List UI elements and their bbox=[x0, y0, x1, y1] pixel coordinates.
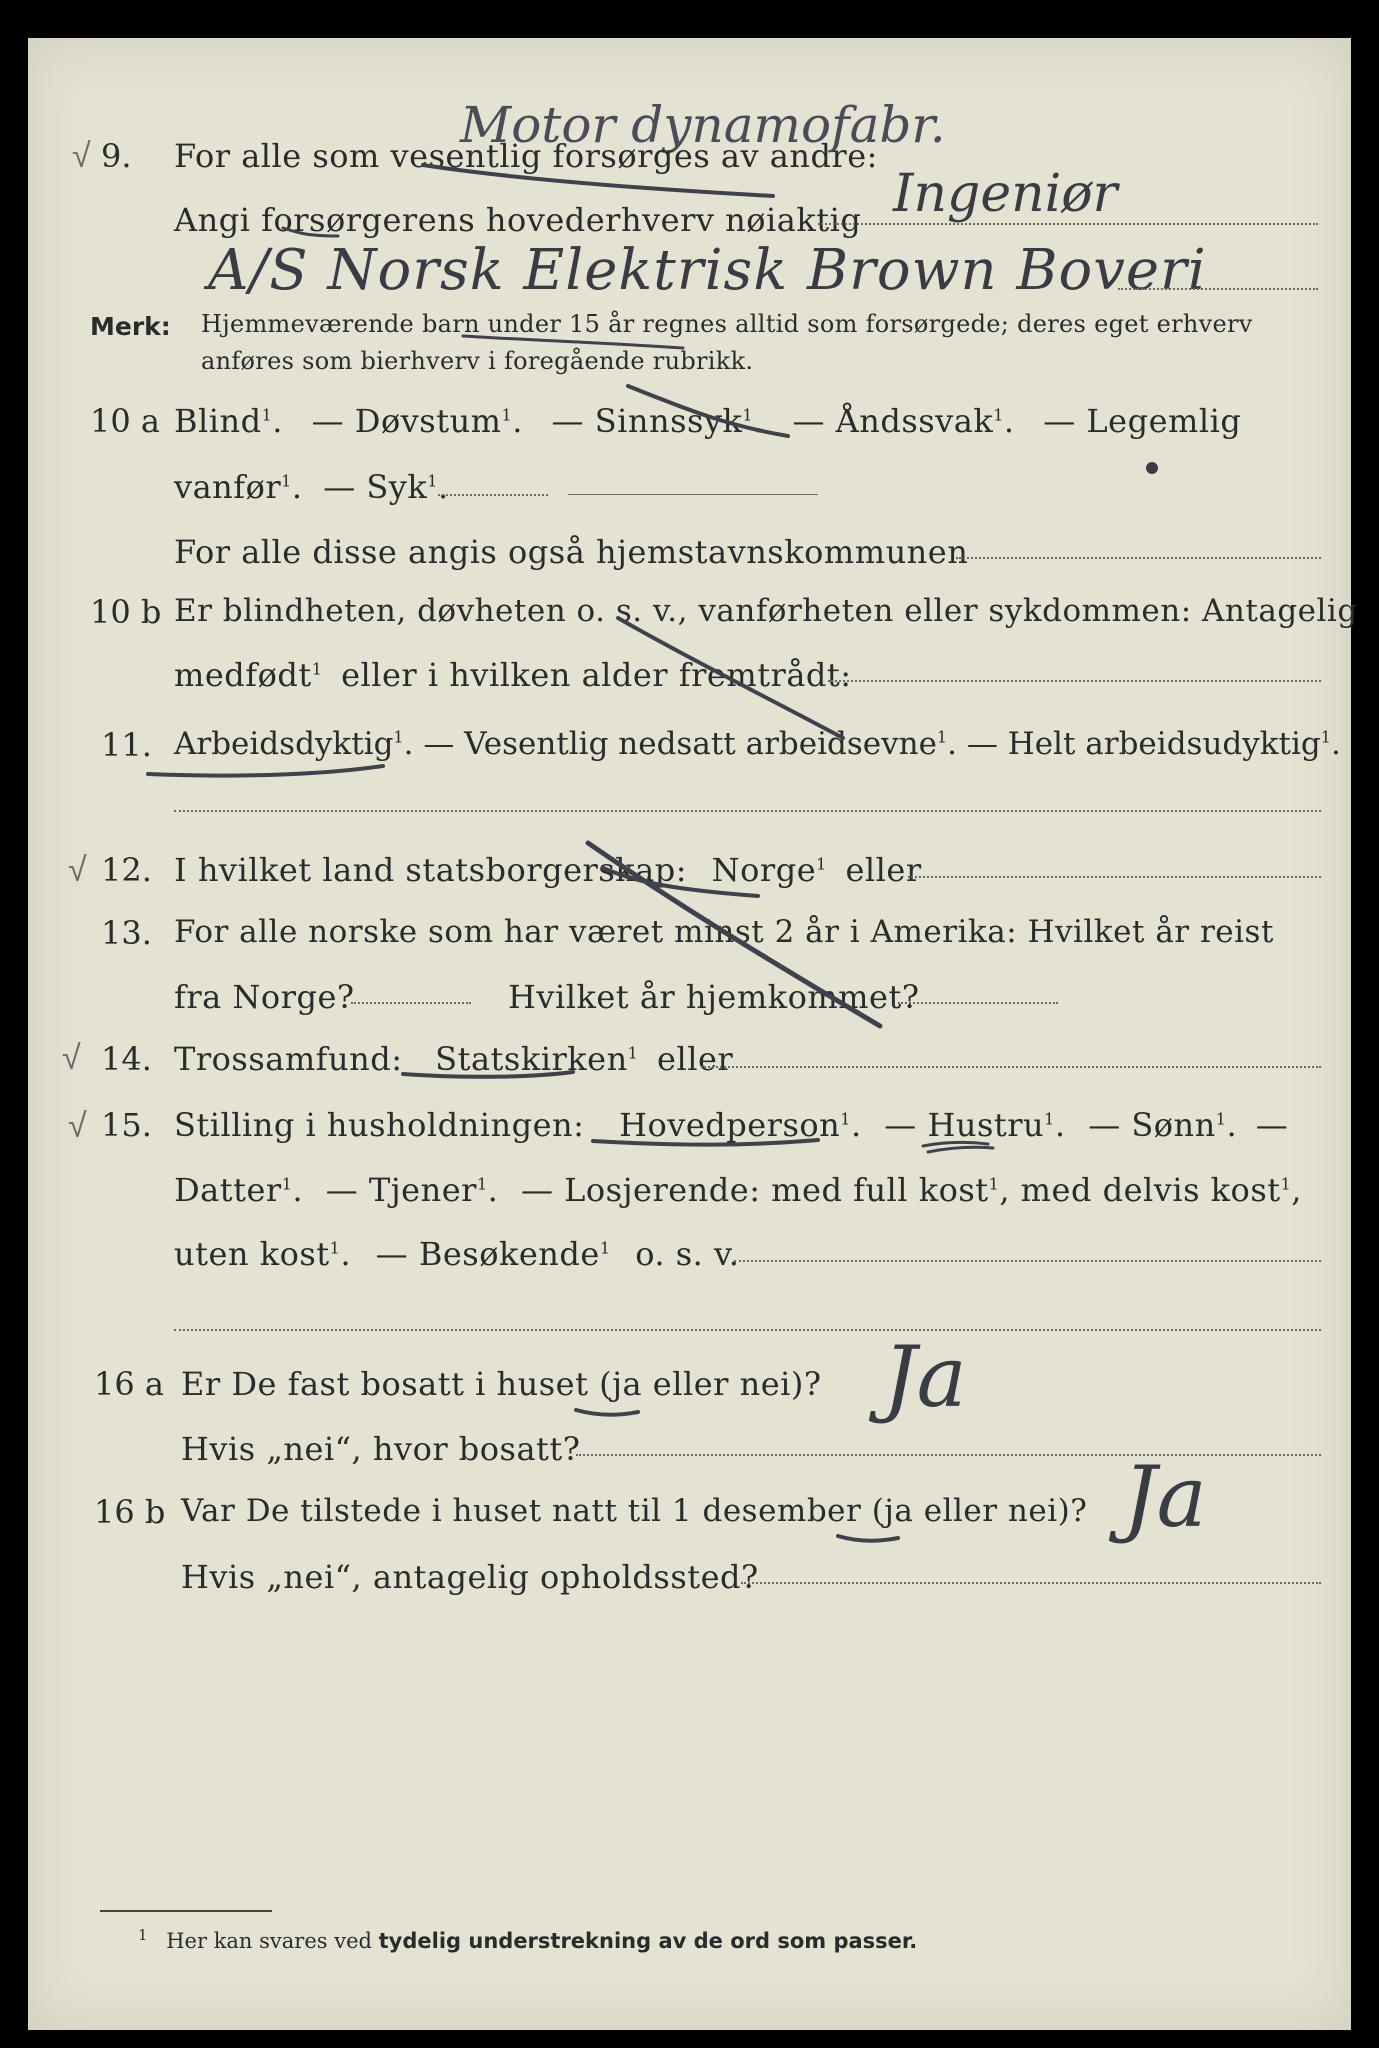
strike-10b bbox=[618, 618, 843, 738]
question-number-11: 11. bbox=[101, 726, 152, 764]
q10a-line2: vanfør$^1$. — Syk$^1$. bbox=[174, 468, 449, 506]
option-andssvak: — Åndssvak bbox=[792, 402, 994, 440]
option-legemlig: — Legemlig bbox=[1043, 402, 1242, 440]
option-syk: — Syk bbox=[323, 468, 428, 506]
footnote: $^1$ Her kan svares ved tydelig understrekning av de ord som passer. bbox=[138, 1926, 918, 1953]
pen-mark bbox=[283, 228, 338, 236]
option-blind: Blind bbox=[174, 402, 262, 440]
handwritten-q9-answer: Ingeniør bbox=[893, 164, 1118, 224]
q10a-line3: For alle disse angis også hjemstavnskommunen bbox=[174, 533, 969, 571]
q15-line3: uten kost$^1$. — Besøkende$^1$ o. s. v. bbox=[174, 1235, 740, 1273]
q10b-line1: Er blindheten, døvheten o. s. v., vanførheten eller sykdommen: Antagelig bbox=[174, 593, 1358, 629]
option-nedsatt: — Vesentlig nedsatt arbeidsevne bbox=[423, 726, 937, 762]
option-hustru: — Hustru bbox=[884, 1106, 1045, 1144]
check-mark-q9: √ bbox=[72, 136, 91, 176]
q16a-line1: Er De fast bosatt i huset (ja eller nei)? bbox=[181, 1365, 822, 1403]
check-mark-q15: √ bbox=[68, 1106, 87, 1146]
option-hovedperson: Hovedperson bbox=[619, 1106, 841, 1144]
q13-line1: For alle norske som har været minst 2 år i Amerika: Hvilket år reist bbox=[174, 914, 1274, 950]
q9-line2: Angi forsørgerens hovederhverv nøiaktig bbox=[174, 201, 862, 239]
underline-ja-16b bbox=[838, 1536, 898, 1541]
pen-mark bbox=[928, 1147, 993, 1152]
q10a-line1: Blind$^1$. — Døvstum$^1$. — Sinnssyk$^1$. — Åndssvak$^1$. — Legemlig bbox=[174, 402, 1242, 440]
question-number-12: 12. bbox=[101, 851, 152, 889]
q11-options: Arbeidsdyktig$^1$. — Vesentlig nedsatt arbeidsevne$^1$. — Helt arbeidsudyktig$^1$. bbox=[174, 726, 1341, 762]
q15-line1: Stilling i husholdningen: Hovedperson$^1$. — Hustru$^1$. — Sønn$^1$. — bbox=[174, 1106, 1289, 1144]
option-vanfor: vanfør bbox=[174, 468, 282, 506]
q13-line2a: fra Norge? bbox=[174, 978, 355, 1016]
question-number-16a: 16 a bbox=[94, 1365, 164, 1403]
underline-norge bbox=[603, 868, 758, 896]
q15-line2: Datter$^1$. — Tjener$^1$. — Losjerende: med full kost$^1$, med delvis kost$^1$, bbox=[174, 1171, 1302, 1209]
underline-hovedperson bbox=[593, 1140, 818, 1145]
handwritten-q16a-answer: Ja bbox=[883, 1328, 967, 1426]
underline-statskirken bbox=[403, 1072, 573, 1077]
q16b-line2: Hvis „nei“, antagelig opholdssted? bbox=[181, 1558, 759, 1596]
question-number-16b: 16 b bbox=[94, 1493, 166, 1531]
option-sinnssyk: — Sinnssyk bbox=[551, 402, 743, 440]
q12-line: I hvilket land statsborgerskap: Norge$^1$ eller bbox=[174, 851, 922, 889]
census-form-page bbox=[28, 38, 1358, 2030]
question-number-9: 9. bbox=[101, 137, 132, 175]
question-number-10b: 10 b bbox=[90, 593, 162, 631]
check-mark-q14: √ bbox=[62, 1038, 81, 1078]
handwritten-employer: A/S Norsk Elektrisk Brown Boveri bbox=[208, 238, 1207, 303]
strike-foregaende bbox=[463, 336, 683, 348]
option-udyktig: — Helt arbeidsudyktig bbox=[966, 726, 1321, 762]
question-number-13: 13. bbox=[101, 914, 152, 952]
q9-line1: For alle som vesentlig forsørges av andre: bbox=[174, 137, 878, 175]
option-besokende: — Besøkende bbox=[375, 1235, 600, 1273]
option-tjener: — Tjener bbox=[325, 1171, 477, 1209]
check-mark-q12: √ bbox=[68, 850, 87, 890]
handwritten-q16b-answer: Ja bbox=[1123, 1448, 1207, 1546]
q14-line: Trossamfund: Statskirken$^1$ eller bbox=[174, 1040, 734, 1078]
strike-sinnssyk bbox=[628, 386, 788, 436]
option-statskirken: Statskirken bbox=[435, 1040, 628, 1078]
q16a-line2: Hvis „nei“, hvor bosatt? bbox=[181, 1430, 581, 1468]
option-arbeidsdyktig: Arbeidsdyktig bbox=[174, 726, 394, 762]
merk-line2: anføres som bierhverv i foregående rubrikk. bbox=[201, 347, 754, 375]
handwritten-occupation: Motor dynamofabr. bbox=[460, 96, 946, 154]
underline-ja-16a bbox=[576, 1410, 638, 1415]
q10b-line2: medfødt$^1$ eller i hvilken alder fremtrådt: bbox=[174, 656, 852, 694]
option-datter: Datter bbox=[174, 1171, 282, 1209]
question-number-10a: 10 a bbox=[90, 402, 160, 440]
question-number-15: 15. bbox=[101, 1106, 152, 1144]
option-medfodt: medfødt bbox=[174, 656, 312, 694]
pen-mark bbox=[923, 1142, 988, 1146]
question-number-14: 14. bbox=[101, 1040, 152, 1078]
option-norge: Norge bbox=[711, 851, 817, 889]
ink-markings bbox=[28, 38, 1351, 2030]
option-dovstum: — Døvstum bbox=[311, 402, 502, 440]
merk-line1: Hjemmeværende barn under 15 år regnes alltid som forsørgede; deres eget erhverv bbox=[201, 310, 1253, 338]
q16b-line1: Var De tilstede i huset natt til 1 desember (ja eller nei)? bbox=[181, 1493, 1088, 1529]
underline-arbeidsdyktig bbox=[148, 766, 383, 776]
option-sonn: — Sønn bbox=[1088, 1106, 1216, 1144]
q13-line2b: Hvilket år hjemkommet? bbox=[508, 978, 920, 1016]
merk-label: Merk: bbox=[90, 312, 171, 341]
strike-forsorges bbox=[423, 165, 773, 196]
strike-q12-q13 bbox=[588, 843, 880, 1026]
